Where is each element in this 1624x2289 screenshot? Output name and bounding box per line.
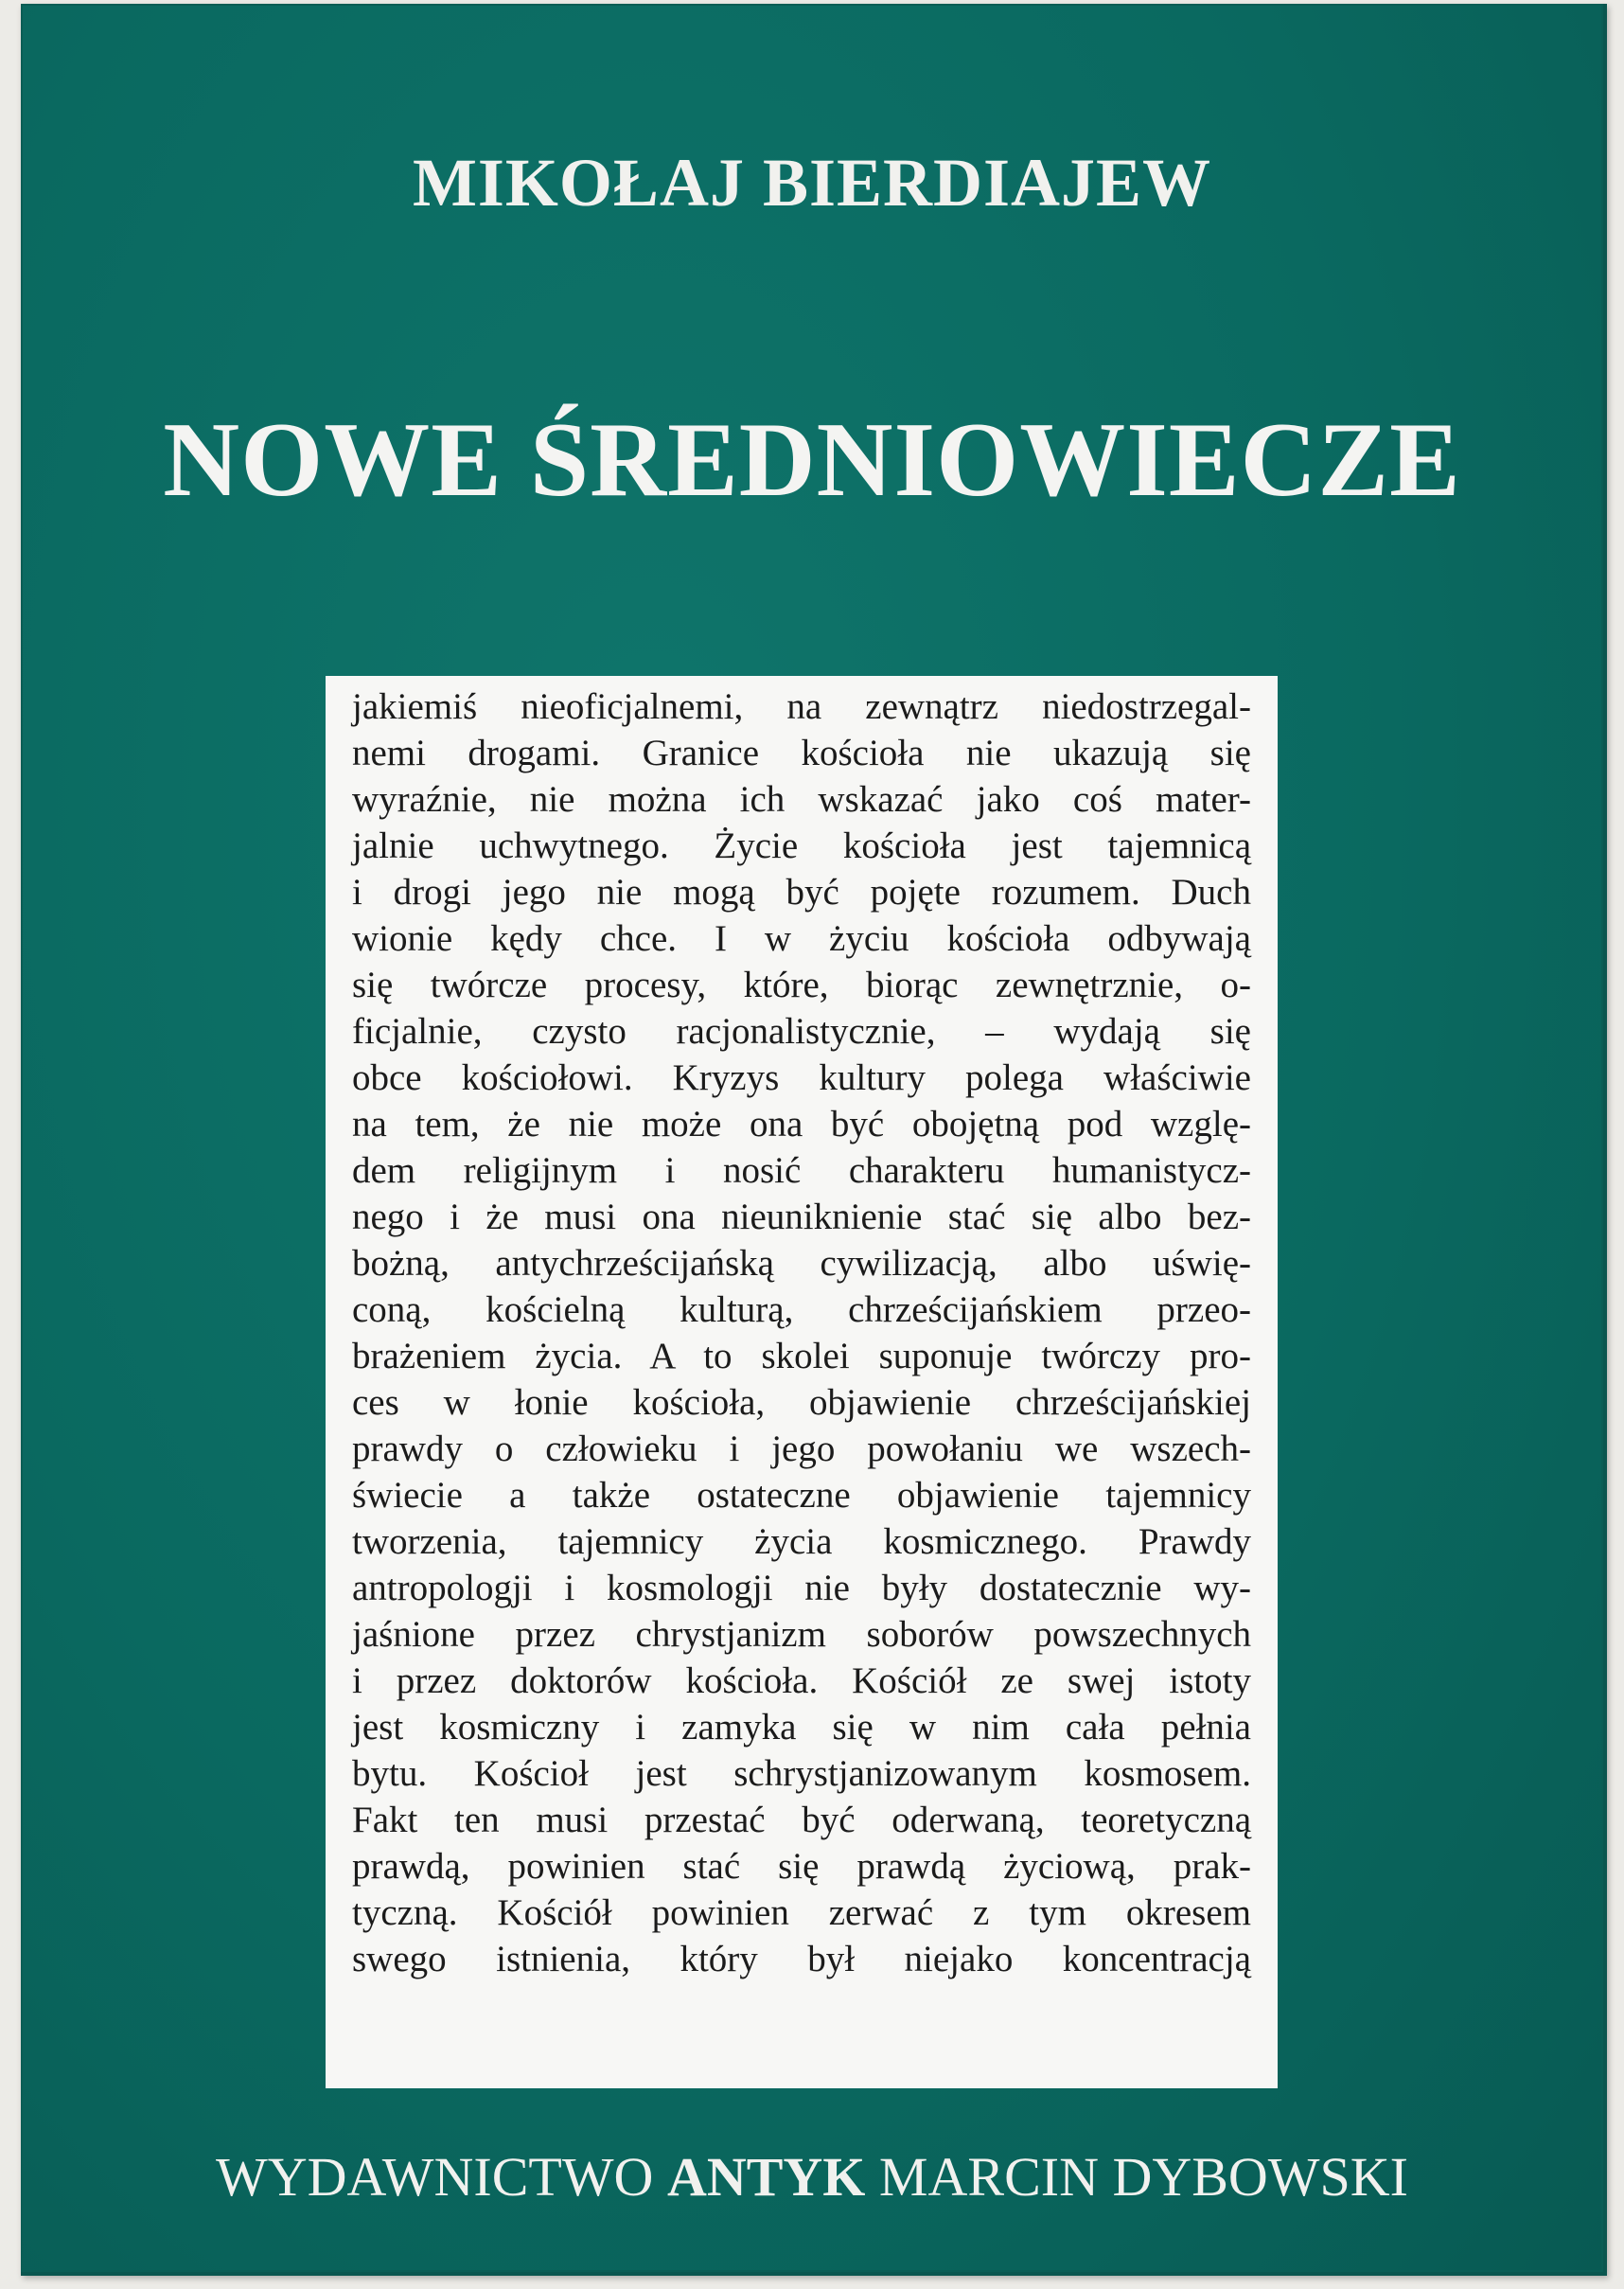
excerpt-line: na tem, że nie może ona być obojętną pod wzglę- [352, 1104, 1251, 1144]
excerpt-line: swego istnienia, który był niejako koncentracją [352, 1939, 1251, 1979]
excerpt-line: antropologji i kosmologji nie były dostatecznie wy- [352, 1568, 1251, 1608]
excerpt-line: i drogi jego nie mogą być pojęte rozumem. Duch [352, 872, 1251, 913]
book-cover [21, 4, 1607, 2276]
excerpt-line: obce kościołowi. Kryzys kultury polega właściwie [352, 1057, 1251, 1098]
excerpt-line: tworzenia, tajemnicy życia kosmicznego. Prawdy [352, 1521, 1251, 1562]
excerpt-line: jaśnione przez chrystjanizm soborów powszechnych [352, 1614, 1251, 1655]
excerpt-line: nemi drogami. Granice kościoła nie ukazują się [352, 733, 1251, 773]
excerpt-line: świecie a także ostateczne objawienie tajemnicy [352, 1475, 1251, 1516]
excerpt-line: nego i że musi ona nieuniknienie stać się albo bez- [352, 1197, 1251, 1237]
excerpt-line: brażeniem życia. A to skolei suponuje twórczy pro- [352, 1336, 1251, 1376]
book-title: NOWE ŚREDNIOWIECZE [163, 401, 1461, 519]
excerpt-line: bytu. Kościoł jest schrystjanizowanym kosmosem. [352, 1753, 1251, 1794]
publisher-highlight: ANTYK [666, 2146, 866, 2208]
publisher-line [21, 2145, 1603, 2209]
excerpt-line: wyraźnie, nie można ich wskazać jako coś mater- [352, 779, 1251, 820]
excerpt-line: wionie kędy chce. I w życiu kościoła odbywają [352, 918, 1251, 959]
excerpt-line: jalnie uchwytnego. Życie kościoła jest tajemnicą [352, 825, 1251, 866]
excerpt-line: coną, kościelną kulturą, chrześcijańskiem przeo- [352, 1289, 1251, 1330]
excerpt-line: bożną, antychrześcijańską cywilizacją, albo uświę- [352, 1243, 1251, 1284]
author-name: MIKOŁAJ BIERDIAJEW [412, 145, 1212, 221]
excerpt-line: się twórcze procesy, które, biorąc zewnętrznie, o- [352, 965, 1251, 1005]
excerpt-line: jakiemiś nieoficjalnemi, na zewnątrz niedostrzegal- [352, 686, 1251, 727]
excerpt-line: i przez doktorów kościoła. Kościół ze swej istoty [352, 1660, 1251, 1701]
excerpt-line: prawdą, powinien stać się prawdą życiową, prak- [352, 1846, 1251, 1887]
excerpt-line: tyczną. Kościół powinien zerwać z tym okresem [352, 1892, 1251, 1933]
excerpt-line: prawdy o człowieku i jego powołaniu we wszech- [352, 1428, 1251, 1469]
excerpt-panel [326, 676, 1278, 2088]
excerpt-line: Fakt ten musi przestać być oderwaną, teoretyczną [352, 1800, 1251, 1840]
excerpt-line: ces w łonie kościoła, objawienie chrześcijańskiej [352, 1382, 1251, 1423]
publisher-prefix: WYDAWNICTWO [216, 2146, 667, 2208]
publisher-suffix: MARCIN DYBOWSKI [865, 2146, 1408, 2208]
excerpt-line: dem religijnym i nosić charakteru humanistycz- [352, 1150, 1251, 1191]
excerpt-line: ficjalnie, czysto racjonalistycznie, – wydają się [352, 1011, 1251, 1052]
excerpt-line: jest kosmiczny i zamyka się w nim cała pełnia [352, 1707, 1251, 1748]
